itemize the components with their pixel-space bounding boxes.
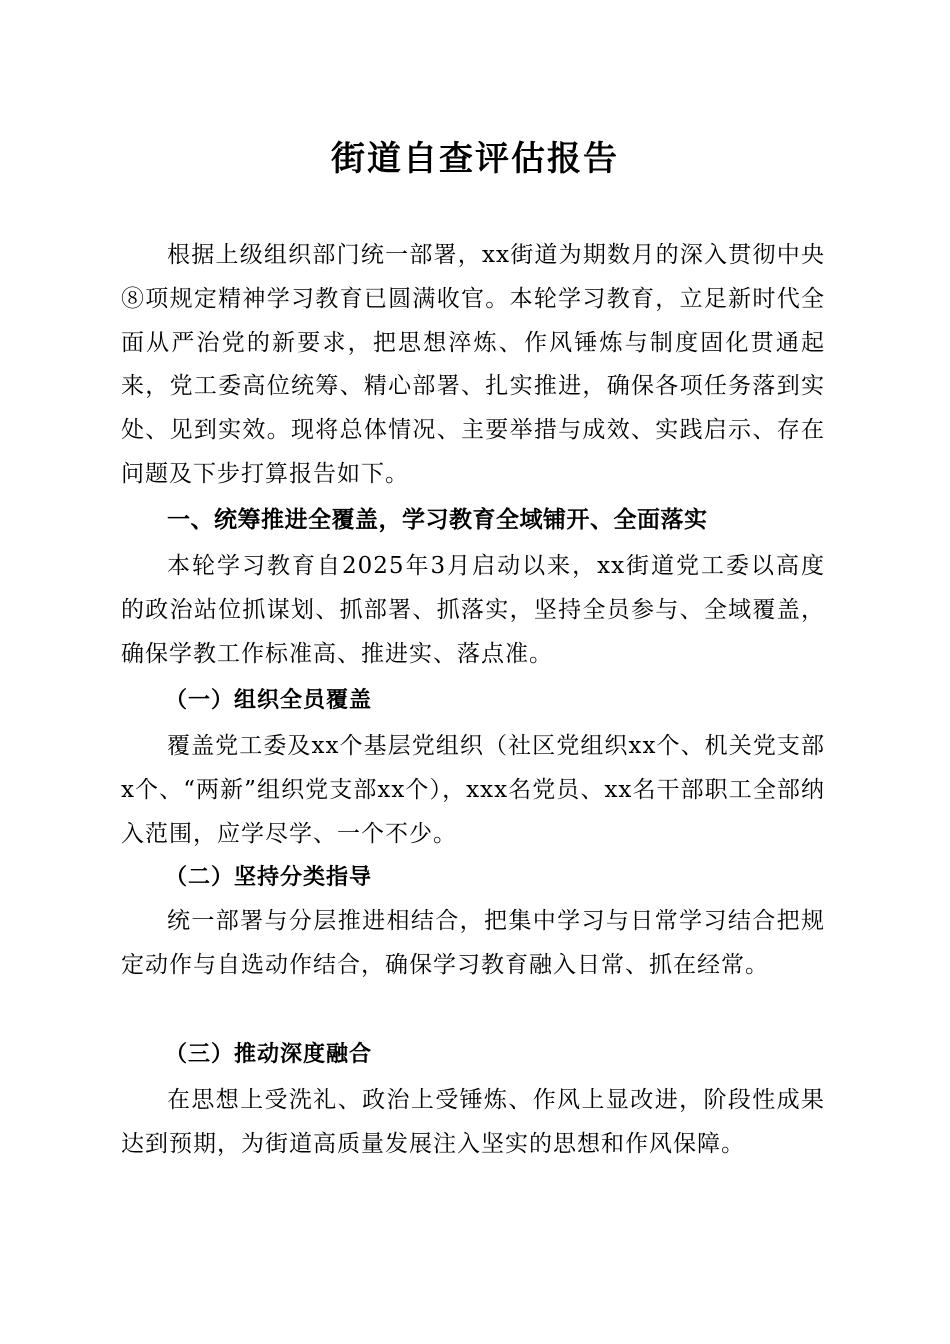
- subsection-3-heading: （三）推动深度融合: [165, 1042, 373, 1067]
- subsection-2-paragraph: 统一部署与分层推进相结合，把集中学习与日常学习结合把规定动作与自选动作结合，确保学习教育融入日常、抓在经常。: [121, 908, 825, 978]
- intro-paragraph: 根据上级组织部门统一部署，xx街道为期数月的深入贯彻中央⑧项规定精神学习教育已圆满收官。本轮学习教育，立足新时代全面从严治党的新要求，把思想淬炼、作风锤炼与制度固化贯通起来，党工委高位统筹、精心部署、扎实推进，确保各项任务落到实处、见到实效。现将总体情况、主要举措与成效、实践启示、存在问题及下步打算报告如下。: [121, 242, 825, 487]
- subsection-2-heading: （二）坚持分类指导: [165, 865, 373, 890]
- subsection-1-paragraph: 覆盖党工委及xx个基层党组织（社区党组织xx个、机关党支部x个、“两新”组织党支部xx个），xxx名党员、xx名干部职工全部纳入范围，应学尽学、一个不少。: [121, 733, 825, 847]
- subsection-3-paragraph: 在思想上受洗礼、政治上受锤炼、作风上显改进，阶段性成果达到预期，为街道高质量发展注入坚实的思想和作风保障。: [121, 1087, 825, 1157]
- section-1-heading: 一、统筹推进全覆盖，学习教育全域铺开、全面落实: [167, 507, 708, 533]
- document-title: 街道自查评估报告: [331, 139, 619, 179]
- section-1-paragraph: 本轮学习教育自2025年3月启动以来，xx街道党工委以高度的政治站位抓谋划、抓部署、抓落实，坚持全员参与、全域覆盖，确保学教工作标准高、推进实、落点准。: [121, 553, 825, 667]
- subsection-1-heading: （一）组织全员覆盖: [165, 688, 373, 713]
